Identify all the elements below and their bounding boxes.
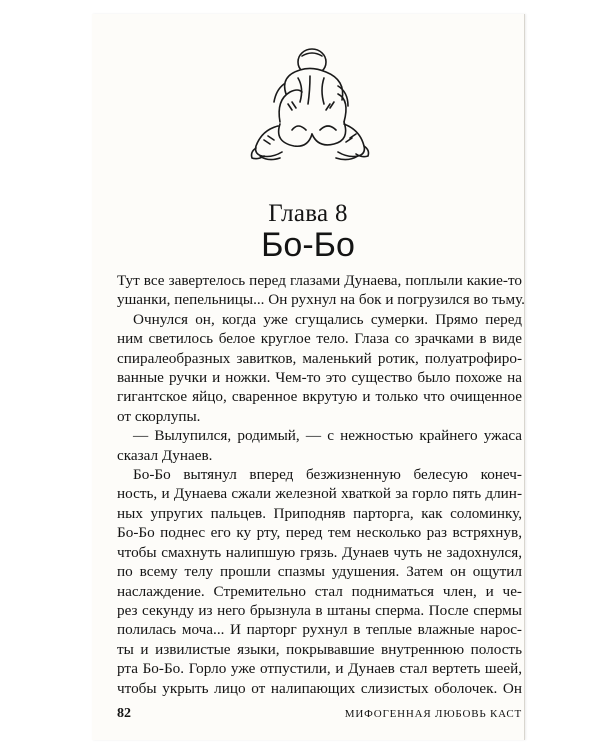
chapter-number: Глава 8 — [268, 200, 348, 227]
text-line: ушанки, пепельницы... Он рухнул на бок и погрузился во тьму. — [117, 291, 525, 309]
chapter-body-text — [117, 271, 525, 698]
page-footer — [117, 706, 522, 724]
chapter-title: Бо-Бо — [261, 226, 355, 264]
text-line: Тут все завертелось перед глазами Дунаева, поплыли какие-то — [117, 272, 522, 289]
text-line: спиралеобразных завитков, маленький ротик, полуатрофиро- — [117, 349, 522, 367]
text-line: Бо-Бо поднес его ку рту, перед тем несколько раз встряхнув, — [117, 524, 522, 542]
text-line: ность, и Дунаева сжали железной хваткой за горло пять длин- — [117, 485, 522, 503]
hunched-figure-illustration — [240, 44, 380, 184]
text-line: от скорлупы. — [117, 407, 201, 425]
running-head: МИФОГЕННАЯ ЛЮБОВЬ КАСТ — [344, 708, 522, 720]
text-line: рез секунду из него брызнула в штаны сперма. После спермы — [117, 601, 522, 619]
text-line: ванные ручки и ножки. Чем-то это существо было похоже на — [117, 369, 522, 387]
text-line: рта Бо-Бо. Горло уже отпустили, и Дунаев стал вертеть шеей, — [117, 660, 522, 678]
text-line: сказал Дунаев. — [117, 446, 213, 464]
text-line: ных упругих пальцев. Приподняв парторга, как соломинку, — [117, 504, 522, 522]
text-line: — Вылупился, родимый, — с нежностью крайнего ужаса — [133, 427, 522, 445]
text-line: ты и извилистые языки, покрывавшие внутреннюю полость — [117, 640, 522, 658]
page-number: 82 — [117, 706, 131, 721]
text-line: наслаждение. Стремительно стал подниматься член, и че- — [117, 582, 522, 600]
text-line: Бо-Бо вытянул вперед безжизненную белесую конеч- — [133, 466, 522, 484]
text-line: чтобы укрыть лицо от налипающих слизистых оболочек. Он — [117, 679, 522, 697]
text-line: чтобы смахнуть налипшую грязь. Дунаев чуть не задохнулся, — [117, 543, 522, 561]
text-line: полилась моча... И парторг рухнул в теплые влажные нароc- — [117, 621, 522, 639]
text-line: гигантское яйцо, сваренное вкрутую и только что очищенное — [117, 388, 522, 406]
text-line: по всему телу прошли спазмы удушения. Затем он ощутил — [117, 563, 522, 581]
text-line: Очнулся он, когда уже сгущались сумерки. Прямо перед — [133, 310, 522, 328]
text-line: ним светилось белое круглое тело. Глаза со зрачками в виде — [117, 330, 522, 348]
